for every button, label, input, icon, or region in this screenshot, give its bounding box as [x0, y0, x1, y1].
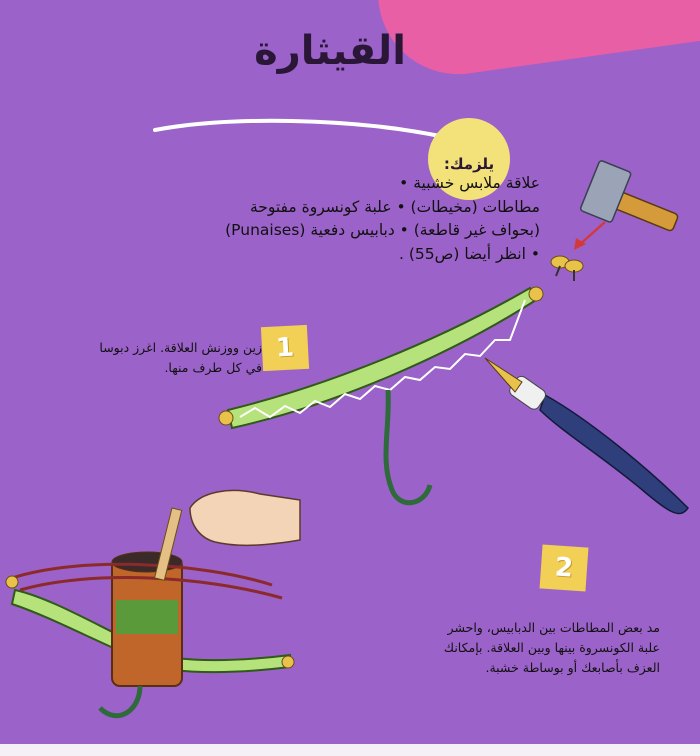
- brush-icon: [485, 358, 688, 514]
- needs-item: مطاطات (مخيطات) • علبة كونسروة مفتوحة: [249, 197, 540, 216]
- hammer-icon: [580, 160, 679, 232]
- needs-item: علاقة ملابس خشبية •: [399, 174, 540, 192]
- step-line: مد بعض المطاطات بين الدبابيس، واحشر: [447, 620, 660, 635]
- needs-item: • انظر أيضا (ص55) .: [398, 244, 540, 263]
- bottom-margin: [0, 744, 700, 756]
- step-1-badge: 1: [261, 325, 309, 371]
- step-line: في كل طرف منها.: [164, 360, 262, 375]
- step-2-badge: 2: [540, 544, 589, 591]
- hanger-icon: [219, 287, 543, 503]
- step-line: علبة الكونسروة بينها وبين العلاقة. بإمكانك: [443, 640, 660, 655]
- step-line: زين ووزنش العلاقة. اغرز دبوسا: [99, 340, 262, 355]
- hand-icon: [190, 490, 300, 545]
- needs-label: يلزمك:: [443, 155, 495, 173]
- needs-item: (بحواف غير قاطعة) • دبابيس دفعية (Punaises): [225, 221, 540, 239]
- step-line: العزف بأصابعك أو بوساطة خشبة.: [485, 660, 660, 675]
- step-1-text: [99, 338, 262, 378]
- step-2-text: [444, 618, 660, 678]
- page-title: القيثارة: [254, 28, 406, 74]
- push-pin-icon: [551, 256, 583, 281]
